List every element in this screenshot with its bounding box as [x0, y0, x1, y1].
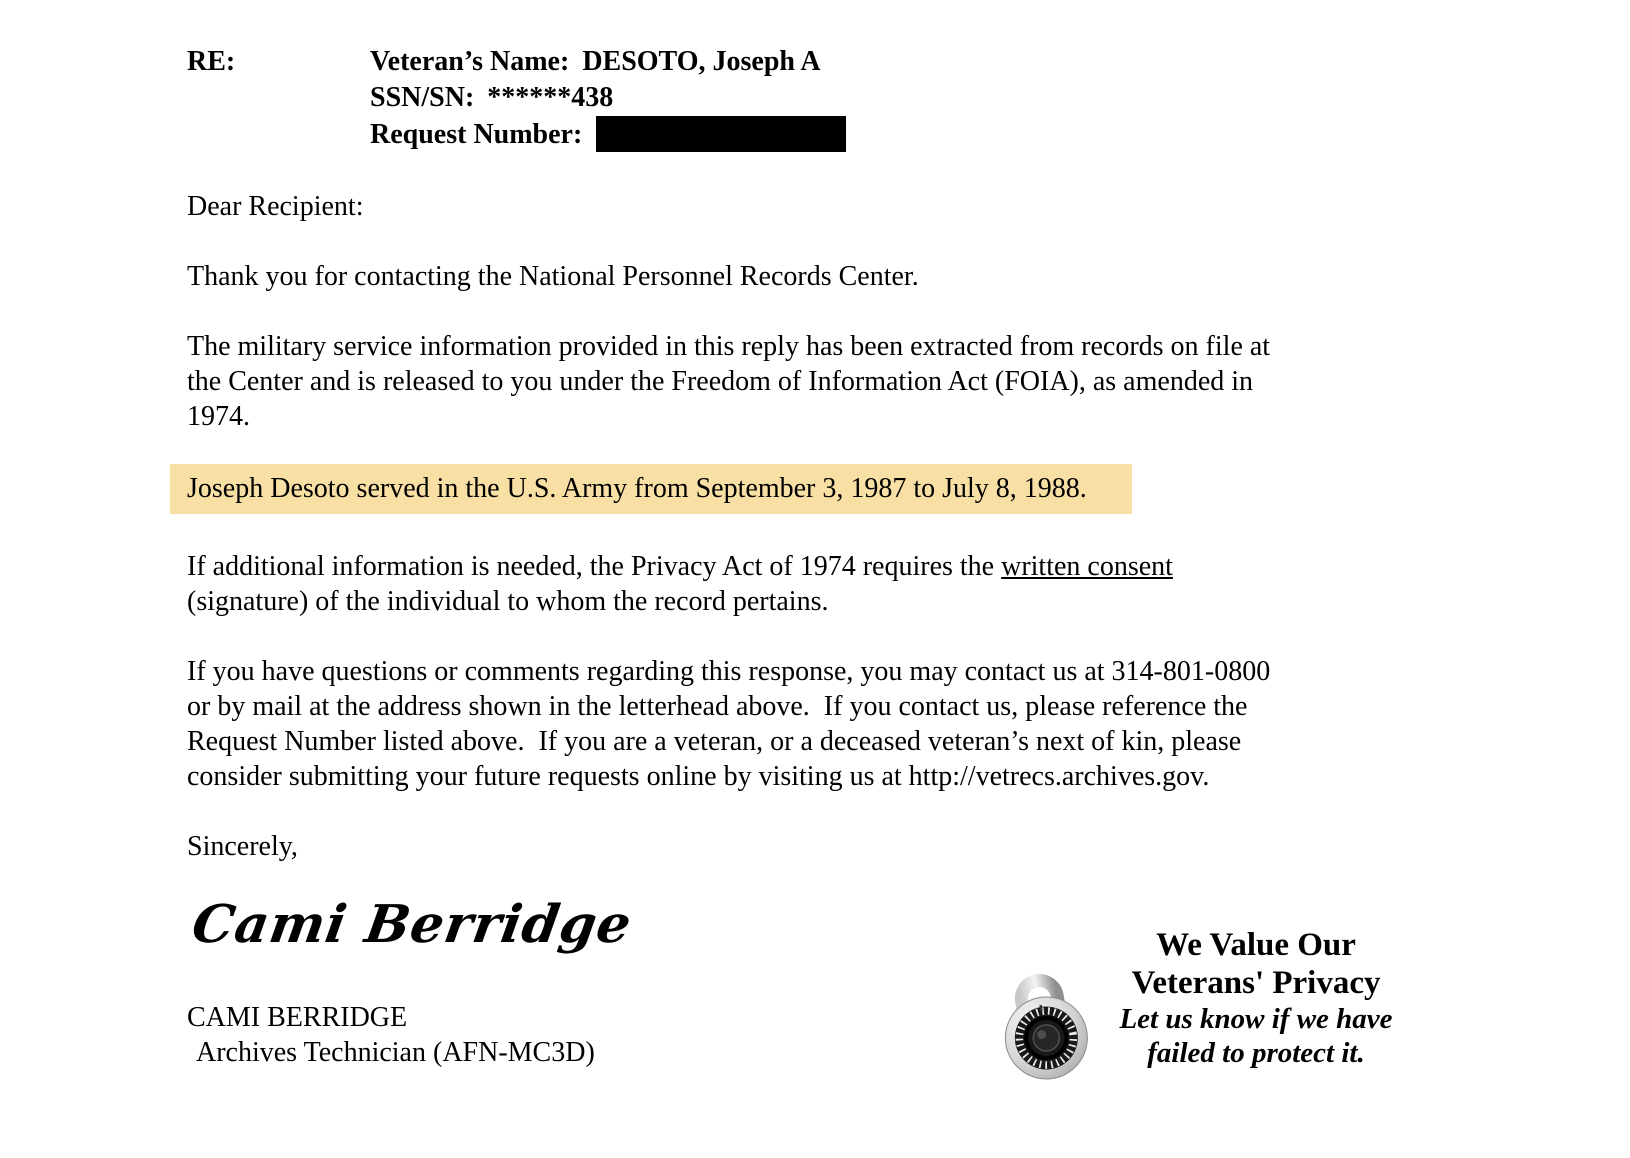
re-lines: [370, 44, 846, 153]
salutation: Dear Recipient:: [187, 191, 364, 222]
padlock-icon: [1000, 950, 1092, 1082]
ssn-value: ******438: [487, 82, 614, 113]
written-consent-underlined: written consent: [1001, 551, 1173, 582]
paragraph-contact-line: consider submitting your future requests online by visiting us at http://vetrecs.archives.gov.: [187, 761, 1210, 792]
privacy-badge-line: Let us know if we have: [1119, 1003, 1393, 1035]
re-block: [187, 44, 1402, 153]
privacy-line-text: If additional information is needed, the Privacy Act of 1974 requires the: [187, 551, 1002, 582]
ssn-line: [370, 80, 846, 116]
signer-title: Archives Technician (AFN-MC3D): [196, 1037, 595, 1068]
veteran-name-value: DESOTO, Joseph A: [582, 46, 821, 77]
request-number-line: [370, 116, 846, 153]
re-label: RE:: [187, 46, 236, 77]
paragraph-contact-line: or by mail at the address shown in the letterhead above. If you contact us, please reference the: [187, 691, 1248, 722]
privacy-badge: [1000, 924, 1416, 1082]
closing-sincerely: Sincerely,: [187, 831, 298, 862]
paragraph-foia: [187, 329, 1402, 434]
paragraph-privacy-line: [187, 549, 1402, 584]
paragraph-foia-line: the Center and is released to you under the Freedom of Information Act (FOIA), as amended in: [187, 366, 1254, 397]
privacy-badge-line: failed to protect it.: [1147, 1037, 1365, 1069]
highlighted-service-statement: [187, 464, 1402, 514]
handwritten-signature: Cami Berridge: [188, 894, 637, 955]
request-number-label: Request Number:: [370, 119, 583, 150]
privacy-badge-line: Veterans' Privacy: [1131, 965, 1381, 1001]
letter-content: [187, 44, 1402, 1070]
veteran-name-line: [370, 44, 846, 80]
paragraph-contact: [187, 654, 1402, 794]
paragraph-foia-line: The military service information provided in this reply has been extracted from records on file at: [187, 331, 1271, 362]
paragraph-privacy-act: [187, 549, 1402, 619]
paragraph-contact-line: If you have questions or comments regarding this response, you may contact us at 314-801-0800: [187, 656, 1271, 687]
paragraph-foia-line: 1974.: [187, 401, 250, 432]
signer-name: CAMI BERRIDGE: [187, 1002, 408, 1033]
privacy-badge-line: We Value Our: [1156, 927, 1356, 963]
privacy-badge-text: [1096, 926, 1416, 1082]
redacted-request-number: [596, 116, 846, 152]
service-dates-highlight: Joseph Desoto served in the U.S. Army from September 3, 1987 to July 8, 1988.: [170, 464, 1132, 514]
paragraph-privacy-line: (signature) of the individual to whom the record pertains.: [187, 586, 829, 617]
ssn-label: SSN/SN:: [370, 82, 475, 113]
paragraph-thanks: Thank you for contacting the National Personnel Records Center.: [187, 261, 919, 292]
veteran-name-label: Veteran’s Name:: [370, 46, 570, 77]
paragraph-contact-line: Request Number listed above. If you are a veteran, or a deceased veteran’s next of kin, please: [187, 726, 1242, 757]
